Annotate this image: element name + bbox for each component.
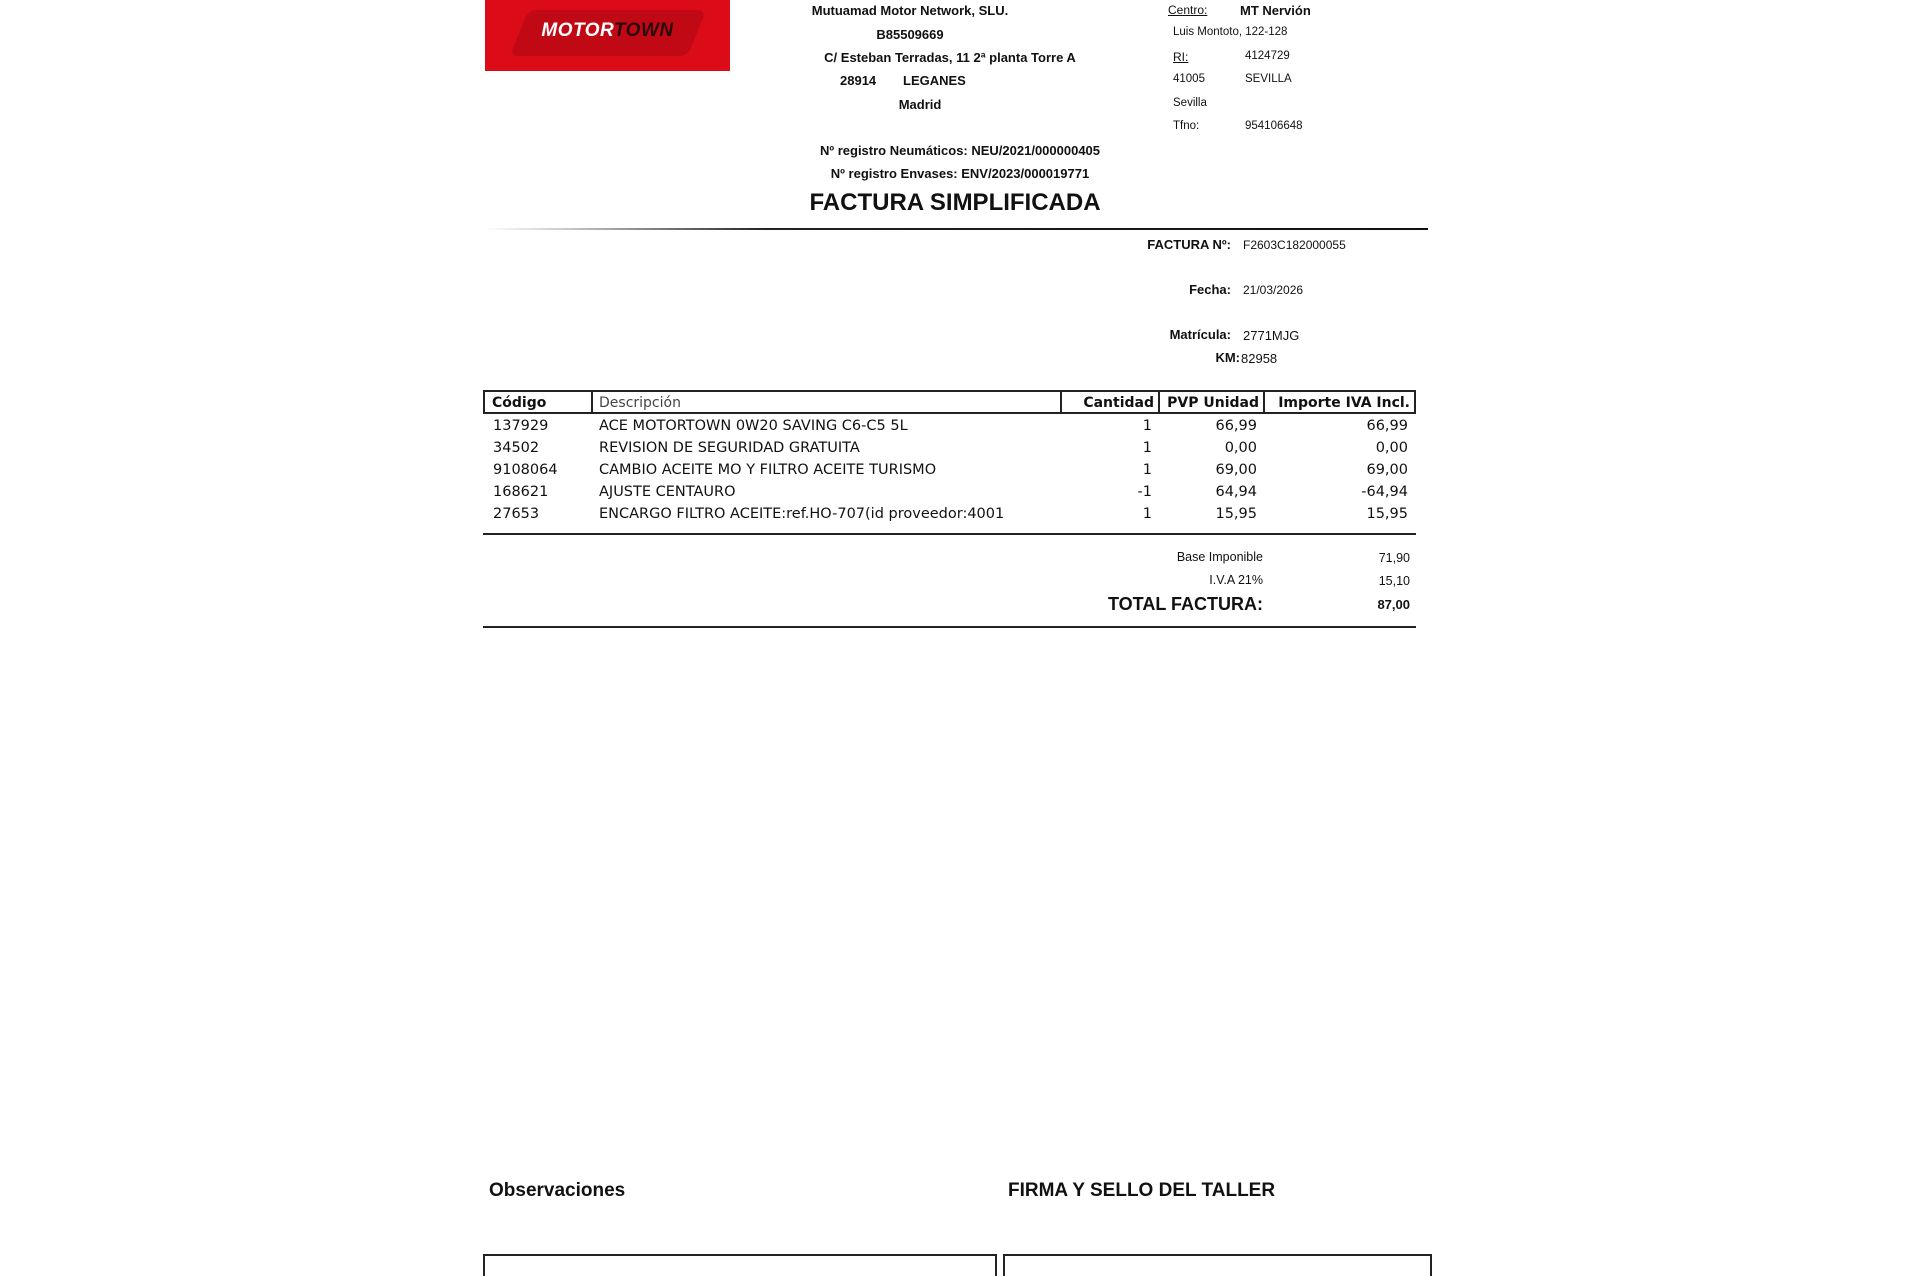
observaciones-heading: Observaciones <box>489 1180 626 1201</box>
cell-unit-price: 0,00 <box>1224 440 1257 456</box>
centro-postal-code: 41005 <box>1173 73 1205 85</box>
header-code: Código <box>492 395 547 411</box>
centro-city: SEVILLA <box>1245 73 1292 85</box>
cell-quantity: 1 <box>1142 418 1152 434</box>
ri-value: 4124729 <box>1245 50 1290 62</box>
table-body <box>483 416 1416 526</box>
cell-unit-price: 69,00 <box>1215 462 1257 478</box>
company-province: Madrid <box>898 97 942 112</box>
km-label: KM: <box>1215 350 1240 365</box>
cell-unit-price: 64,94 <box>1215 484 1257 500</box>
base-value: 71,90 <box>1378 551 1410 565</box>
cell-quantity: 1 <box>1142 440 1152 456</box>
cell-description: ENCARGO FILTRO ACEITE:ref.HO-707(id proveedor:4001 <box>599 506 1005 522</box>
table-row <box>483 504 1416 526</box>
header-quantity: Cantidad <box>1083 395 1154 411</box>
cell-code: 168621 <box>493 484 549 500</box>
table-header <box>483 390 1416 414</box>
cell-description: CAMBIO ACEITE MO Y FILTRO ACEITE TURISMO <box>599 462 937 478</box>
centro-address: Luis Montoto, 122-128 <box>1173 26 1288 38</box>
company-cif: B85509669 <box>876 27 944 42</box>
header-unit-price: PVP Unidad <box>1167 395 1259 411</box>
total-label: TOTAL FACTURA: <box>1108 594 1263 614</box>
plate-label: Matrícula: <box>1169 327 1231 342</box>
invoice-number-label: FACTURA Nº: <box>1147 237 1231 252</box>
cell-amount: 0,00 <box>1375 440 1408 456</box>
invoice-date: 21/03/2026 <box>1243 283 1304 297</box>
cell-quantity: 1 <box>1142 506 1152 522</box>
cell-quantity: -1 <box>1137 484 1152 500</box>
header-divider <box>483 228 1428 230</box>
cell-code: 34502 <box>493 440 540 456</box>
ri-label: RI: <box>1173 50 1189 64</box>
cell-unit-price: 66,99 <box>1215 418 1257 434</box>
cell-description: ACE MOTORTOWN 0W20 SAVING C6-C5 5L <box>599 418 908 434</box>
iva-value: 15,10 <box>1378 574 1410 588</box>
cell-description: AJUSTE CENTAURO <box>599 484 736 500</box>
company-address: C/ Esteban Terradas, 11 2ª planta Torre A <box>824 50 1076 65</box>
table-row <box>483 482 1416 504</box>
firma-box <box>1003 1254 1432 1276</box>
table-row <box>483 438 1416 460</box>
km-value: 82958 <box>1241 351 1278 366</box>
header-divider-2 <box>1060 392 1062 412</box>
centro-province: Sevilla <box>1173 97 1207 109</box>
cell-amount: 66,99 <box>1366 418 1408 434</box>
logo-wordmark: MOTORTOWN <box>541 20 674 41</box>
firma-heading: FIRMA Y SELLO DEL TALLER <box>1008 1180 1276 1201</box>
totals-divider <box>483 533 1416 535</box>
cell-code: 9108064 <box>493 462 558 478</box>
cell-amount: 69,00 <box>1366 462 1408 478</box>
centro-label: Centro: <box>1168 3 1208 17</box>
header-description: Descripción <box>599 395 681 411</box>
cell-amount: 15,95 <box>1366 506 1408 522</box>
bottom-divider <box>483 626 1416 628</box>
base-label: Base Imponible <box>1176 550 1263 564</box>
cell-quantity: 1 <box>1142 462 1152 478</box>
centro-name: MT Nervión <box>1240 3 1311 18</box>
phone-label: Tfno: <box>1173 120 1200 132</box>
cell-amount: -64,94 <box>1361 484 1408 500</box>
date-label: Fecha: <box>1189 282 1231 297</box>
header-amount: Importe IVA Incl. <box>1278 395 1410 411</box>
header-divider-3 <box>1158 392 1160 412</box>
items-table <box>483 390 1416 535</box>
company-city: LEGANES <box>903 73 966 88</box>
document-title: FACTURA SIMPLIFICADA <box>809 189 1101 216</box>
phone-value: 954106648 <box>1245 120 1303 132</box>
table-row <box>483 460 1416 482</box>
header-divider-4 <box>1263 392 1265 412</box>
cell-code: 137929 <box>493 418 549 434</box>
company-name: Mutuamad Motor Network, SLU. <box>811 3 1009 18</box>
company-postal-code: 28914 <box>840 73 877 88</box>
table-row <box>483 416 1416 438</box>
cell-unit-price: 15,95 <box>1215 506 1257 522</box>
invoice-number: F2603C182000055 <box>1243 238 1346 252</box>
iva-label: I.V.A 21% <box>1209 573 1263 587</box>
registro-envases: Nº registro Envases: ENV/2023/000019771 <box>830 166 1090 181</box>
cell-code: 27653 <box>493 506 540 522</box>
total-value: 87,00 <box>1377 597 1410 612</box>
observaciones-box <box>483 1254 997 1276</box>
plate-value: 2771MJG <box>1243 328 1300 343</box>
registro-neumaticos: Nº registro Neumáticos: NEU/2021/000000405 <box>819 143 1101 158</box>
header-divider-1 <box>591 392 593 412</box>
motortown-logo <box>485 0 730 71</box>
cell-description: REVISION DE SEGURIDAD GRATUITA <box>599 440 860 456</box>
